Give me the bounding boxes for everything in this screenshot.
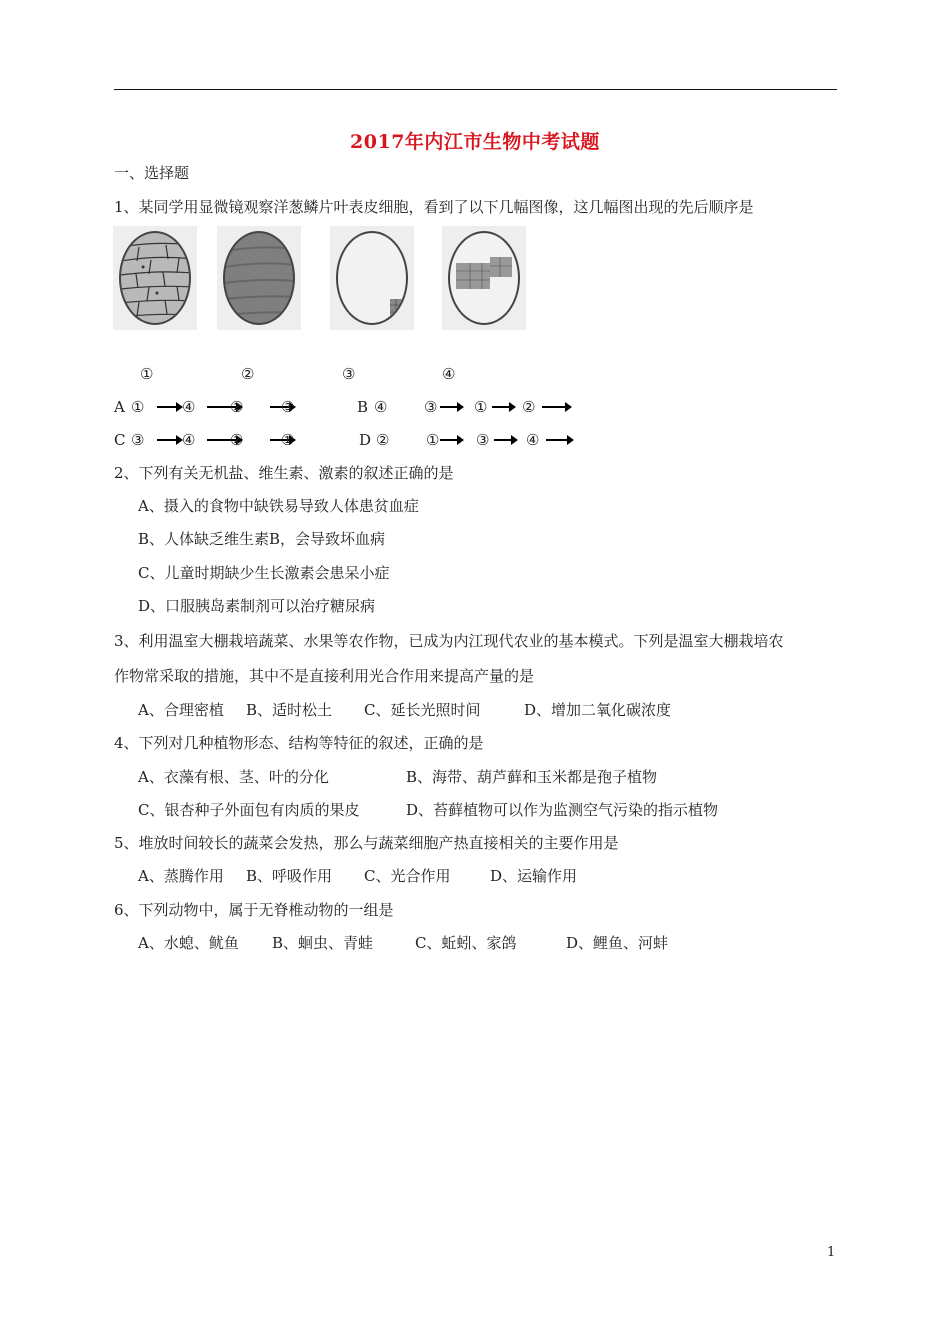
header-rule — [114, 89, 837, 90]
q1-option-c-step1: ③ — [131, 431, 145, 449]
q1-option-a-step4: ③ — [281, 398, 295, 416]
micrograph-4 — [442, 226, 526, 330]
q2-stem: 2、下列有关无机盐、维生素、激素的叙述正确的是 — [114, 464, 454, 482]
q1-option-b-step2: ③ — [424, 398, 438, 416]
q1-option-a-label: A — [114, 398, 125, 416]
q3-stem-line2: 作物常采取的措施，其中不是直接利用光合作用来提高产量的是 — [114, 667, 535, 685]
q1-option-c-step3: ② — [230, 431, 244, 449]
q2-option-a: A、摄入的食物中缺铁易导致人体患贫血症 — [138, 497, 419, 515]
page-number: 1 — [827, 1245, 836, 1260]
micrograph-2 — [217, 226, 301, 330]
q1-stem: 1、某同学用显微镜观察洋葱鳞片叶表皮细胞，看到了以下几幅图像，这几幅图出现的先后顺序是 — [114, 198, 754, 216]
page-title: 2017年内江市生物中考试题 — [350, 131, 600, 153]
q1-option-c-step2: ④ — [182, 431, 196, 449]
arrow-icon — [542, 406, 566, 408]
q5-option-c: C、光合作用 — [364, 867, 451, 885]
q6-option-c: C、蚯蚓、家鸽 — [415, 934, 517, 952]
cells-blurry-view — [223, 231, 295, 325]
q1-option-b-step1: ④ — [374, 398, 388, 416]
q5-option-b: B、呼吸作用 — [246, 867, 333, 885]
image-label-1: ① — [140, 365, 154, 383]
q2-option-d: D、口服胰岛素制剂可以治疗糖尿病 — [138, 597, 376, 615]
q1-option-a-step2: ④ — [182, 398, 196, 416]
micrograph-3 — [330, 226, 414, 330]
arrow-icon — [494, 439, 512, 441]
q3-option-a: A、合理密植 — [138, 701, 224, 719]
q5-option-a: A、蒸腾作用 — [138, 867, 224, 885]
q1-option-b-label: B — [357, 398, 369, 416]
arrow-icon — [546, 439, 568, 441]
q6-option-d: D、鲤鱼、河蚌 — [566, 934, 669, 952]
q1-option-d-step1: ② — [376, 431, 390, 449]
q1-option-d-step4: ④ — [526, 431, 540, 449]
image-label-4: ④ — [442, 365, 456, 383]
arrow-icon — [440, 439, 458, 441]
micrograph-1 — [113, 226, 197, 330]
arrow-icon — [157, 406, 177, 408]
q2-option-b: B、人体缺乏维生素B，会导致坏血病 — [138, 530, 386, 548]
q5-stem: 5、堆放时间较长的蔬菜会发热，那么与蔬菜细胞产热直接相关的主要作用是 — [114, 834, 619, 852]
q3-option-b: B、适时松土 — [246, 701, 333, 719]
q5-option-d: D、运输作用 — [490, 867, 578, 885]
q1-option-c-label: C — [114, 431, 126, 449]
section-heading: 一、选择题 — [114, 164, 190, 182]
cells-corner-view — [336, 231, 408, 325]
q3-option-c: C、延长光照时间 — [364, 701, 481, 719]
cells-clear-view — [119, 231, 191, 325]
q1-option-a-step3: ② — [230, 398, 244, 416]
arrow-icon — [157, 439, 177, 441]
q1-option-d-step3: ③ — [476, 431, 490, 449]
q1-option-b-step3: ① — [474, 398, 488, 416]
q1-option-a-step1: ① — [131, 398, 145, 416]
q6-option-a: A、水螅、鱿鱼 — [138, 934, 239, 952]
q1-option-c-step4: ① — [281, 431, 295, 449]
image-label-2: ② — [241, 365, 255, 383]
arrow-icon — [440, 406, 458, 408]
q4-option-a: A、衣藻有根、茎、叶的分化 — [138, 768, 329, 786]
q6-option-b: B、蛔虫、青蛙 — [272, 934, 374, 952]
q4-stem: 4、下列对几种植物形态、结构等特征的叙述，正确的是 — [114, 734, 484, 752]
q2-option-c: C、儿童时期缺少生长激素会患呆小症 — [138, 564, 390, 582]
q1-option-b-step4: ② — [522, 398, 536, 416]
q3-option-d: D、增加二氧化碳浓度 — [524, 701, 672, 719]
q4-option-d: D、苔藓植物可以作为监测空气污染的指示植物 — [406, 801, 719, 819]
q3-stem-line1: 3、利用温室大棚栽培蔬菜、水果等农作物，已成为内江现代农业的基本模式。下列是温室大棚栽培农 — [114, 632, 784, 650]
q1-option-d-label: D — [359, 431, 372, 449]
q6-stem: 6、下列动物中，属于无脊椎动物的一组是 — [114, 901, 394, 919]
cells-offcenter-view — [448, 231, 520, 325]
q1-option-d-step2: ① — [426, 431, 440, 449]
q4-option-c: C、银杏种子外面包有肉质的果皮 — [138, 801, 360, 819]
q4-option-b: B、海带、葫芦藓和玉米都是孢子植物 — [406, 768, 658, 786]
arrow-icon — [492, 406, 510, 408]
image-label-3: ③ — [342, 365, 356, 383]
